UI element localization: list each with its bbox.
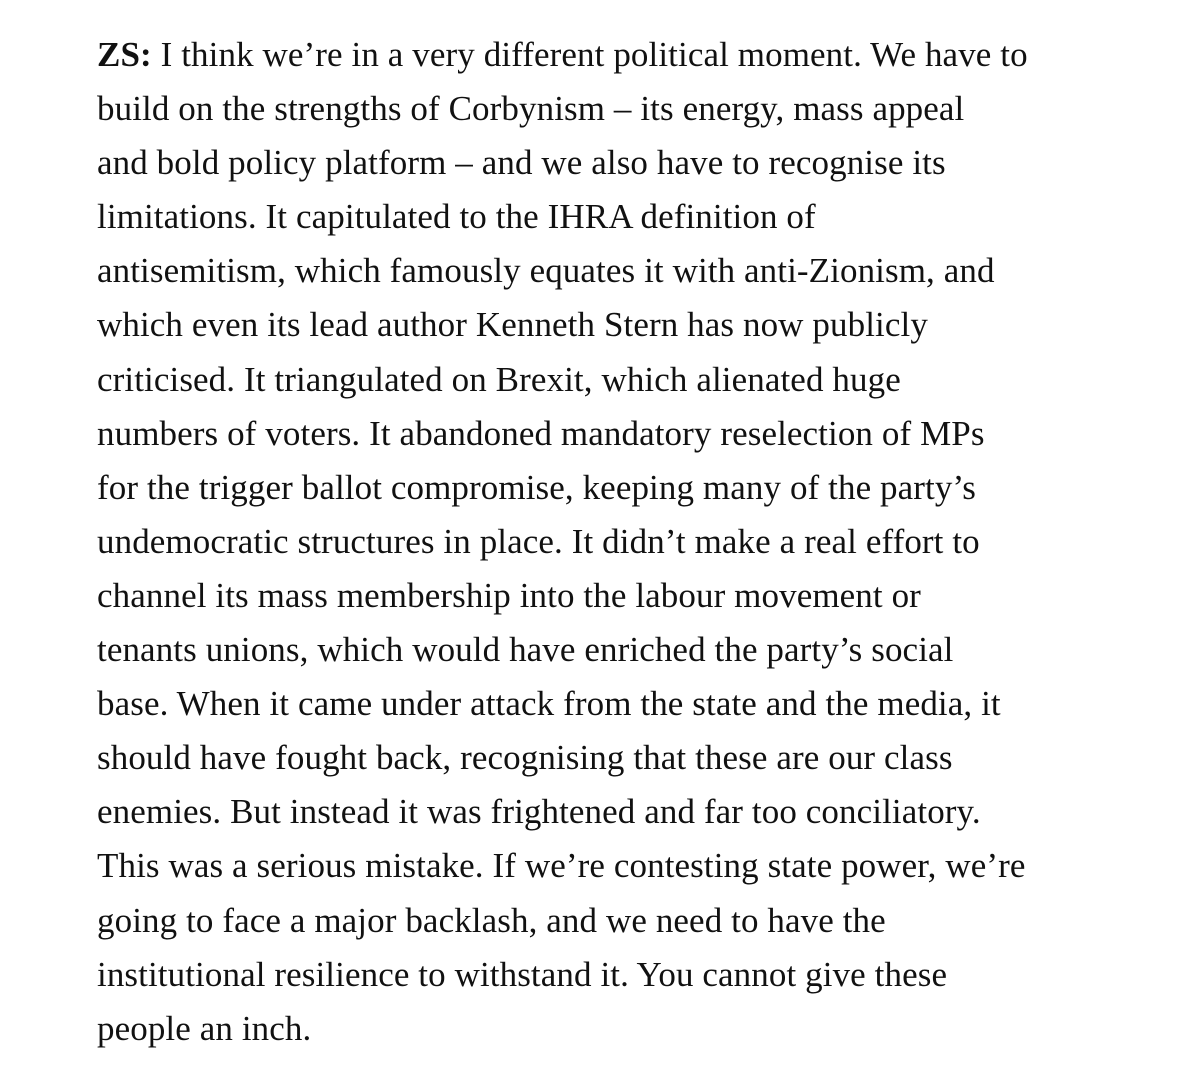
text-line-19: people an inch.: [97, 1008, 312, 1048]
text-line-17: going to face a major backlash, and we need to have the: [97, 900, 886, 940]
text-line-7: criticised. It triangulated on Brexit, which alienated huge: [97, 359, 901, 399]
text-line-12: tenants unions, which would have enriched the party’s social: [97, 630, 954, 670]
text-line-8: numbers of voters. It abandoned mandatory reselection of MPs: [97, 413, 985, 453]
text-line-13: base. When it came under attack from the state and the media, it: [97, 684, 1001, 724]
interview-answer: [97, 28, 1107, 1056]
text-line-3: and bold policy platform – and we also have to recognise its: [97, 143, 946, 183]
text-line-14: should have fought back, recognising that these are our class: [97, 738, 953, 778]
text-line-9: for the trigger ballot compromise, keeping many of the party’s: [97, 467, 977, 507]
text-line-4: limitations. It capitulated to the IHRA definition of: [97, 197, 816, 237]
text-line-15: enemies. But instead it was frightened and far too conciliatory.: [97, 792, 981, 832]
text-line-11: channel its mass membership into the labour movement or: [97, 575, 921, 615]
text-line-1: [97, 28, 1107, 82]
line-text: I think we’re in a very different political moment. We have to: [151, 35, 1028, 74]
text-line-10: undemocratic structures in place. It didn’t make a real effort to: [97, 521, 980, 561]
text-line-16: This was a serious mistake. If we’re contesting state power, we’re: [97, 846, 1026, 886]
text-line-2: build on the strengths of Corbynism – its energy, mass appeal: [97, 89, 965, 129]
speaker-label: ZS:: [97, 35, 152, 74]
text-line-5: antisemitism, which famously equates it with anti-Zionism, and: [97, 251, 995, 291]
text-line-18: institutional resilience to withstand it. You cannot give these: [97, 954, 948, 994]
text-line-6: which even its lead author Kenneth Stern has now publicly: [97, 305, 928, 345]
